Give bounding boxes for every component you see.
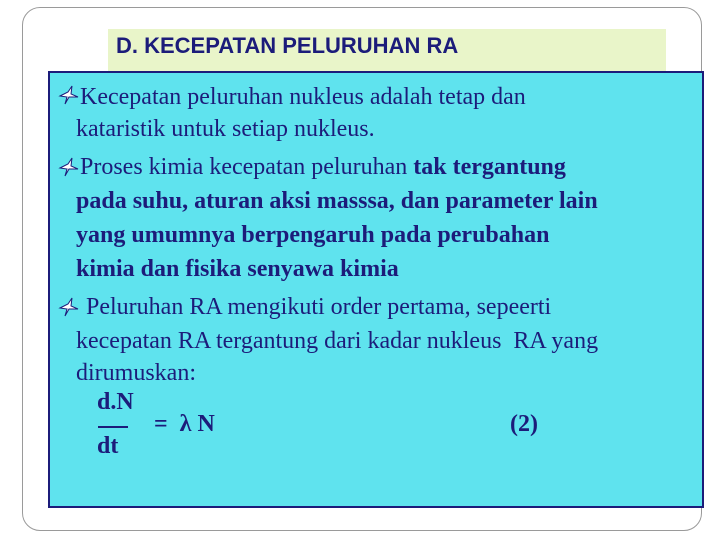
bullet-2-bold-line-3: yang umumnya berpengaruh pada perubahan (76, 222, 550, 248)
bullet-2-bold-line-2: pada suhu, aturan aksi masssa, dan parameter lain (76, 188, 598, 214)
bullet-2-bold-line-4: kimia dan fisika senyawa kimia (76, 256, 399, 282)
bullet-1-line-2: kataristik untuk setiap nukleus. (76, 116, 375, 142)
bullet-1-line-1: Kecepatan peluruhan nukleus adalah tetap dan (80, 84, 526, 110)
bullet-2-line-2 (76, 186, 598, 216)
bullet-2-plain-text: Proses kimia kecepatan peluruhan (80, 154, 414, 180)
sparkle-bullet-icon (58, 296, 80, 318)
formula-rhs: = λ N (154, 411, 215, 437)
bullet-2-line-3 (76, 220, 549, 250)
formula-fraction-bar (98, 426, 128, 428)
slide-title: D. KECEPATAN PELURUHAN RA (116, 33, 459, 58)
formula-numerator: d.N (97, 389, 134, 415)
bullet-3-line-3: dirumuskan: (76, 360, 196, 386)
bullet-2-line-1 (80, 152, 566, 182)
sparkle-bullet-icon (58, 156, 80, 178)
bullet-3-line-2: kecepatan RA tergantung dari kadar nukleus RA yang (76, 328, 599, 354)
bullet-3-line-1: Peluruhan RA mengikuti order pertama, sepeerti (80, 294, 552, 320)
sparkle-bullet-icon (58, 84, 80, 106)
formula-denominator: dt (97, 433, 119, 459)
bullet-2-bold-text: tak tergantung (413, 154, 566, 180)
bullet-2-line-4 (76, 254, 399, 284)
formula-number: (2) (510, 411, 538, 437)
